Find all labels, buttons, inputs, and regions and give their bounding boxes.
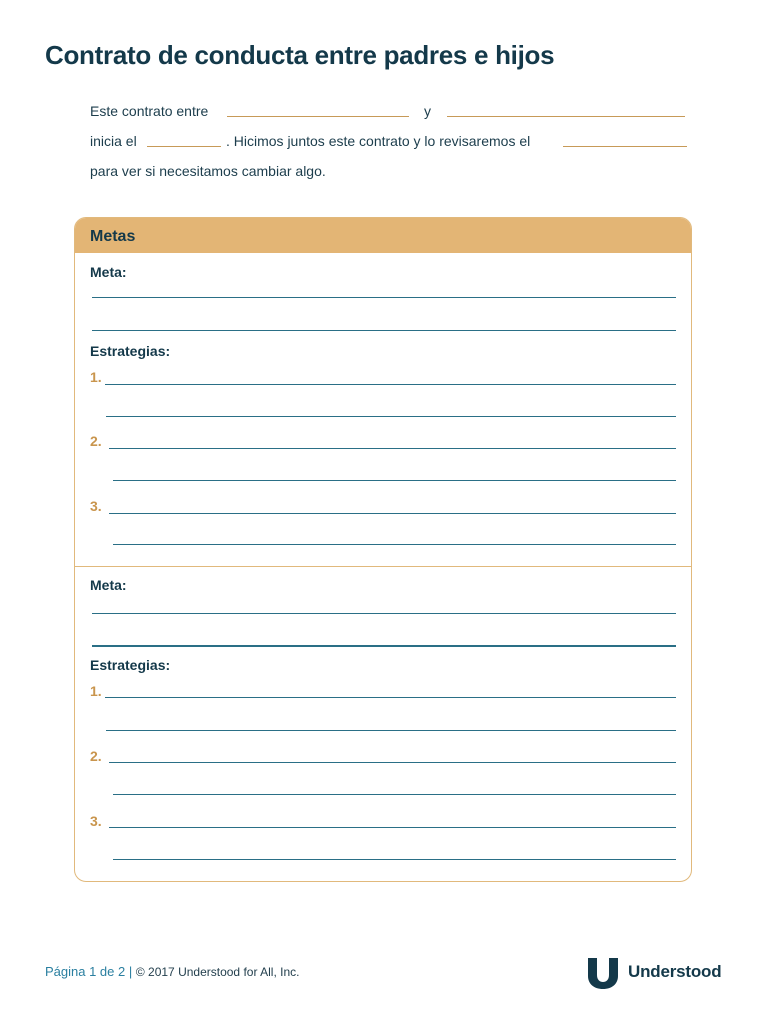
section-divider bbox=[75, 566, 691, 567]
strategy-line[interactable] bbox=[105, 697, 676, 698]
strategy-line[interactable] bbox=[109, 513, 676, 514]
intro-line2-middle: . Hicimos juntos este contrato y lo revisaremos el bbox=[226, 133, 531, 149]
strategy-line[interactable] bbox=[113, 859, 676, 860]
goals-card bbox=[74, 217, 692, 882]
goal-line[interactable] bbox=[92, 297, 676, 298]
goal-label: Meta: bbox=[90, 577, 127, 593]
goal-line[interactable] bbox=[92, 330, 676, 331]
strategy-number: 2. bbox=[90, 748, 102, 764]
strategy-line[interactable] bbox=[113, 794, 676, 795]
strategies-label: Estrategias: bbox=[90, 657, 171, 673]
blank-review-date[interactable] bbox=[563, 146, 687, 147]
strategies-label: Estrategias: bbox=[90, 343, 171, 359]
goal-line[interactable] bbox=[92, 645, 676, 647]
goals-card-title: Metas bbox=[90, 228, 136, 245]
copyright: © 2017 Understood for All, Inc. bbox=[135, 965, 300, 979]
page-number: Página 1 de 2 | bbox=[45, 964, 133, 979]
blank-name-1[interactable] bbox=[227, 116, 409, 117]
strategy-line[interactable] bbox=[106, 416, 676, 417]
page-title: Contrato de conducta entre padres e hijos bbox=[45, 40, 555, 70]
strategy-line[interactable] bbox=[113, 480, 676, 481]
strategy-number: 3. bbox=[90, 813, 102, 829]
understood-logo bbox=[586, 956, 726, 990]
goals-card-header bbox=[75, 218, 691, 253]
intro-line1-and: y bbox=[424, 103, 431, 119]
strategy-line[interactable] bbox=[109, 762, 676, 763]
blank-start-date[interactable] bbox=[147, 146, 221, 147]
strategy-number: 1. bbox=[90, 369, 102, 385]
strategy-number: 1. bbox=[90, 683, 102, 699]
strategy-line[interactable] bbox=[105, 384, 676, 385]
intro-line1-start: Este contrato entre bbox=[90, 103, 209, 119]
intro-line2-start: inicia el bbox=[90, 133, 137, 149]
strategy-line[interactable] bbox=[109, 827, 676, 828]
strategy-line[interactable] bbox=[106, 730, 676, 731]
goal-label: Meta: bbox=[90, 264, 127, 280]
page-footer bbox=[45, 964, 299, 979]
intro-line3: para ver si necesitamos cambiar algo. bbox=[90, 163, 326, 179]
brand-name: Understood bbox=[628, 962, 722, 981]
strategy-line[interactable] bbox=[113, 544, 676, 545]
understood-logo-icon bbox=[586, 956, 620, 990]
strategy-number: 2. bbox=[90, 433, 102, 449]
goal-line[interactable] bbox=[92, 613, 676, 614]
strategy-line[interactable] bbox=[109, 448, 676, 449]
strategy-number: 3. bbox=[90, 498, 102, 514]
blank-name-2[interactable] bbox=[447, 116, 685, 117]
